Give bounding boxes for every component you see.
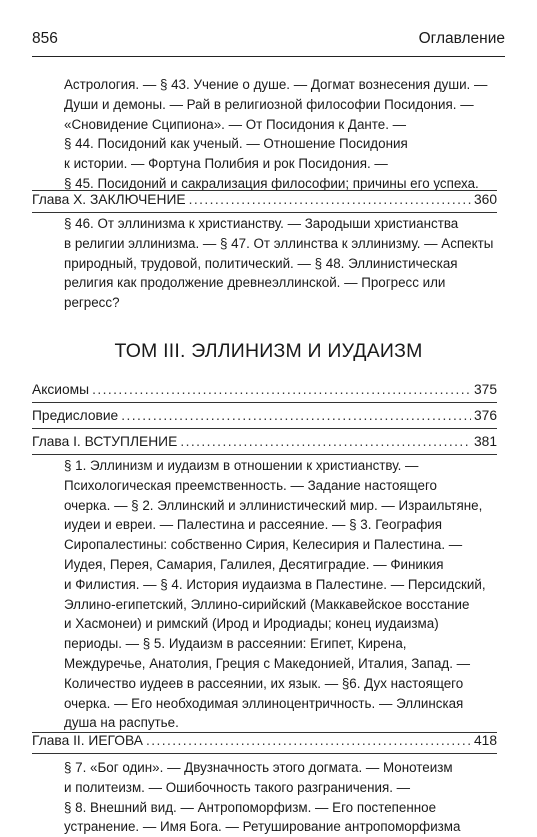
text-line: и Филистия. — § 4. История иудаизма в Палестине. — Персидский, bbox=[64, 576, 486, 592]
toc-page: 418 bbox=[473, 733, 497, 748]
text-line: устранение. — Имя Бога. — Ретуширование антропоморфизма bbox=[64, 819, 461, 835]
text-line: Астрология. — § 43. Учение о душе. — Догмат вознесения души. — bbox=[64, 77, 488, 92]
toc-page: 375 bbox=[473, 382, 497, 397]
contents-paragraph-ch1 bbox=[64, 456, 509, 733]
section-title: Оглавление bbox=[418, 30, 505, 47]
text-line: природный, трудовой, политический. — § 48. Эллинистическая bbox=[64, 255, 458, 271]
page-number: 856 bbox=[32, 30, 58, 47]
text-line: Иудея, Перея, Самария, Галилея, Десятиградие. — Финикия bbox=[64, 556, 444, 572]
text-line: Души и демоны. — Рай в религиозной философии Посидония. — bbox=[64, 96, 474, 112]
divider bbox=[32, 402, 497, 403]
leader-dots bbox=[180, 432, 471, 452]
toc-page: 381 bbox=[473, 434, 497, 449]
text-line: Междуречье, Анатолия, Греция с Македонией, Италия, Запад. — bbox=[64, 655, 471, 671]
toc-page: 376 bbox=[473, 408, 497, 423]
toc-page: 360 bbox=[473, 192, 497, 207]
text-line: и политеизм. — Ошибочность такого разграничения. — bbox=[64, 779, 411, 795]
toc-label: Аксиомы bbox=[32, 382, 90, 397]
leader-dots bbox=[189, 190, 471, 210]
leader-dots bbox=[92, 380, 471, 400]
divider bbox=[32, 428, 497, 429]
toc-entry-chapter-1 bbox=[32, 432, 497, 452]
text-line: Сиропалестины: собственно Сирия, Келесирия и Палестина. — bbox=[64, 537, 463, 553]
text-line: иудеи и евреи. — Палестина и рассеяние. — § 3. География bbox=[64, 517, 442, 533]
text-line: «Сновидение Сципиона». — От Посидония к Данте. — bbox=[64, 116, 407, 132]
divider bbox=[32, 454, 497, 455]
text-line: § 8. Внешний вид. — Антропоморфизм. — Его постепенное bbox=[64, 799, 437, 815]
toc-label: Глава I. ВСТУПЛЕНИЕ bbox=[32, 434, 178, 449]
contents-paragraph-ch2 bbox=[64, 736, 509, 837]
text-line: и Хасмонеи) и римский (Ирод и Иродиады; конец иудаизма) bbox=[64, 616, 439, 632]
toc-entry-axioms bbox=[32, 380, 497, 400]
text-line: к истории. — Фортуна Полибия и рок Посидония. — bbox=[64, 156, 388, 172]
text-line: § 46. От эллинизма к христианству. — Зародыши христианства bbox=[64, 216, 459, 231]
contents-paragraph-ch9 bbox=[64, 75, 509, 194]
text-line: очерка. — Его необходимая эллиноцентричность. — Эллинская bbox=[64, 695, 464, 711]
text-line: § 45. Посидоний и сакрализация философии; причины его успеха. bbox=[64, 175, 479, 191]
text-line: в религии эллинизма. — § 47. От эллинства к эллинизму. — Аспекты bbox=[64, 235, 494, 251]
divider bbox=[32, 212, 497, 213]
toc-label: Предисловие bbox=[32, 408, 119, 423]
text-line: § 44. Посидоний как ученый. — Отношение Посидония bbox=[64, 136, 408, 152]
toc-label: Глава II. ИЕГОВА bbox=[32, 733, 143, 748]
contents-paragraph-ch10 bbox=[64, 214, 509, 313]
text-line: очерка. — § 2. Эллинский и эллинистический мир. — Израильтяне, bbox=[64, 497, 483, 513]
text-line: § 7. «Бог один». — Двузначность этого догмата. — Монотеизм bbox=[64, 760, 453, 775]
text-line: регресс? bbox=[64, 295, 120, 311]
leader-dots bbox=[121, 406, 471, 426]
text-line: § 1. Эллинизм и иудаизм в отношении к христианству. — bbox=[64, 458, 419, 473]
toc-entry-chapter-x bbox=[32, 190, 497, 210]
spacer bbox=[64, 736, 509, 758]
volume-title: ТОМ III. ЭЛЛИНИЗМ И ИУДАИЗМ bbox=[114, 340, 423, 362]
text-line: душа на распутье. bbox=[64, 715, 179, 731]
text-line: периоды. — § 5. Иудаизм в рассеянии: Египет, Кирена, bbox=[64, 636, 407, 652]
text-line: Эллино-египетский, Эллино-сирийский (Маккавейское восстание bbox=[64, 596, 470, 612]
toc-entry-preface bbox=[32, 406, 497, 426]
header-rule bbox=[32, 56, 505, 57]
text-line: Количество иудеев в рассеянии, их язык. — §6. Дух настоящего bbox=[64, 675, 464, 691]
running-head bbox=[32, 30, 505, 52]
text-line: религия как продолжение древнеэллинской. — Прогресс или bbox=[64, 275, 446, 291]
text-line: Психологическая преемственность. — Задание настоящего bbox=[64, 477, 438, 493]
toc-label: Глава X. ЗАКЛЮЧЕНИЕ bbox=[32, 192, 186, 207]
